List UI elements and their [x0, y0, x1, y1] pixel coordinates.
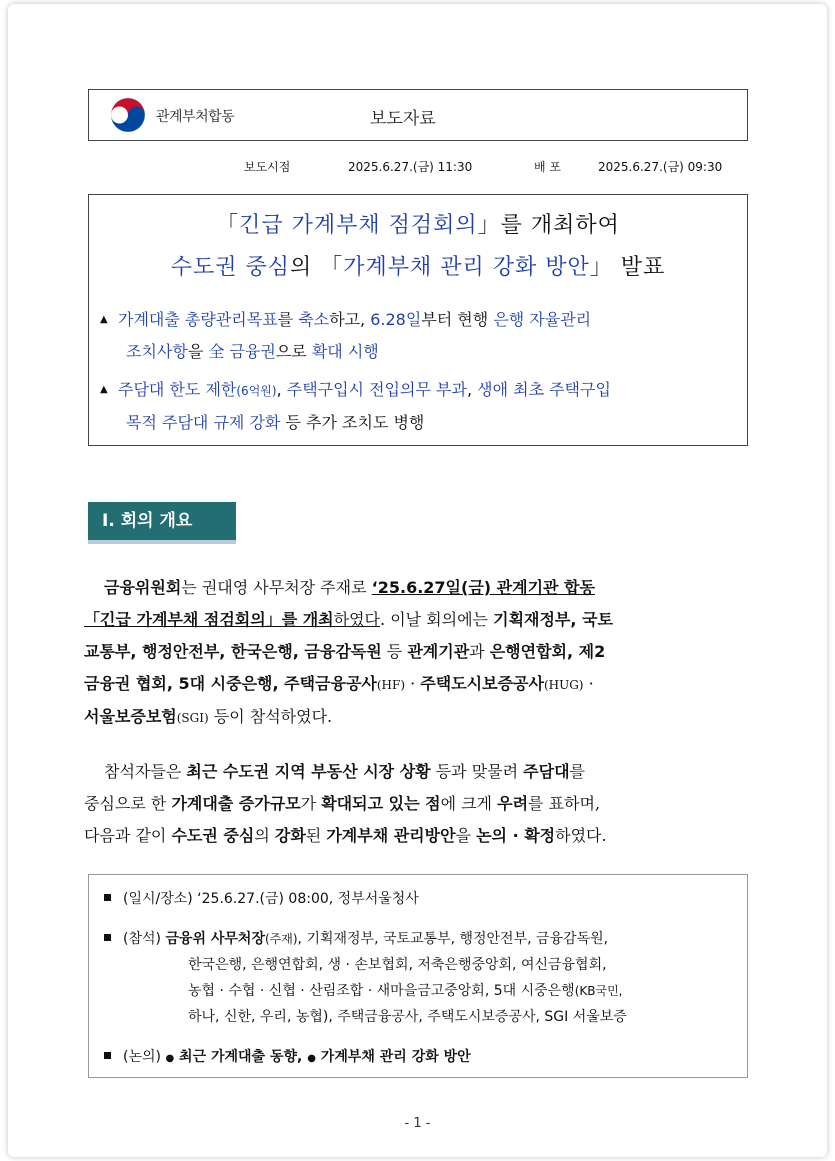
agency-name: 관계부처합동	[156, 109, 235, 125]
government-emblem-icon	[110, 97, 146, 133]
section-heading: Ⅰ. 회의 개요	[88, 502, 236, 540]
info-row-attendees: (참석) 금융위 사무처장(주재), 기획재정부, 국토교통부, 행정안전부, 금융감독원, 한국은행, 은행연합회, 생 · 손보협회, 저축은행중앙회, 여신금융협회, 농협 · 수협 · 신협 · 산림조합 · 새마을금고중앙회, 5대 시중은행(KB국민, 하나, 신한, 우리, 농협), 주택금융공사, 주택도시보증공사, SGI 서울보증	[104, 926, 744, 1030]
triangle-bullet-icon: ▲	[100, 314, 108, 325]
summary-bullet-2: ▲ 주담대 한도 제한(6억원), 주택구입시 전입의무 부과, 생애 최초 주택구입 목적 주담대 규제 강화 등 추가 조치도 병행	[100, 374, 740, 439]
info-row-agenda: (논의) ● 최근 가계대출 동향, ● 가계부채 관리 강화 방안	[104, 1044, 744, 1072]
distribution-label: 배 포	[534, 160, 561, 174]
discussion-paragraph: 참석자들은 최근 수도권 지역 부동산 시장 상황 등과 맞물려 주담대를 중심으로 한 가계대출 증가규모가 확대되고 있는 점에 크게 우려를 표하며, 다음과 같이 수도권 중심의 강화된 가계부채 관리방안을 논의 · 확정하였다.	[84, 762, 607, 845]
distribution-value: 2025.6.27.(금) 09:30	[598, 160, 723, 174]
headline-line-1: 「긴급 가계부채 점검회의」를 개최하여	[216, 213, 620, 238]
square-bullet-icon	[104, 1052, 111, 1059]
triangle-bullet-icon: ▲	[100, 384, 108, 395]
release-time-label: 보도시점	[244, 160, 291, 174]
summary-bullet-1: ▲ 가계대출 총량관리목표를 축소하고, 6.28일부터 현행 은행 자율관리 조치사항을 全 금융권으로 확대 시행	[100, 304, 740, 368]
dot-bullet-icon: ●	[307, 1053, 316, 1064]
dot-bullet-icon: ●	[165, 1053, 175, 1064]
headline-line-2: 수도권 중심의 「가계부채 관리 강화 방안」 발표	[170, 255, 666, 280]
info-row-datetime: (일시/장소) ‘25.6.27.(금) 08:00, 정부서울청사	[104, 886, 744, 912]
square-bullet-icon	[104, 934, 111, 941]
meeting-overview-paragraph: 금융위원회는 권대영 사무처장 주재로 ‘25.6.27일(금) 관계기관 합동 「긴급 가계부채 점검회의」를 개최하였다. 이날 회의에는 기획재정부, 국토 교통부, 행정안전부, 한국은행, 금융감독원 등 관계기관과 은행연합회, 제2 금융권 협회, 5대 시중은행, 주택금융공사(HF) · 주택도시보증공사(HUG) · 서울보증보험(SGI) 등이 참석하였다.	[84, 578, 613, 726]
page-number: - 1 -	[404, 1116, 431, 1131]
square-bullet-icon	[104, 894, 111, 901]
release-time-value: 2025.6.27.(금) 11:30	[348, 160, 473, 174]
press-release-title: 보도자료	[370, 109, 436, 129]
